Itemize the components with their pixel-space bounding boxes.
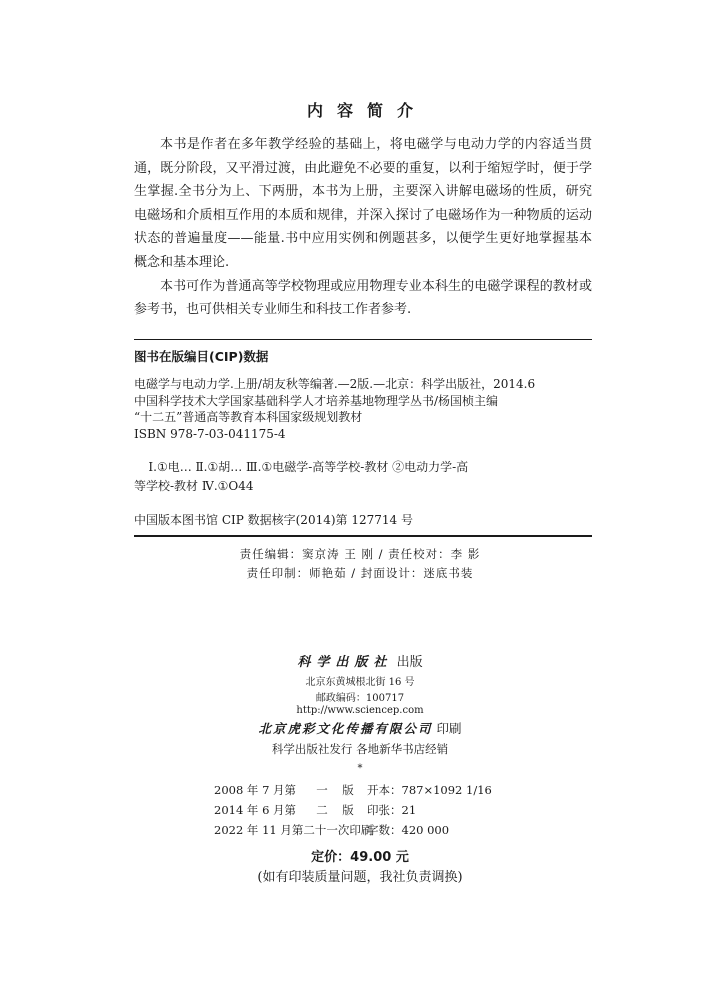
- intro-paragraph-1: 本书是作者在多年教学经验的基础上，将电磁学与电动力学的内容适当贯通，既分阶段，又平滑过渡，由此避免不必要的重复，以利于缩短学时，便于学生掌握.全书分为上、下两册，本书为上册，主要深入讲解电磁场的性质，研究电磁场和介质相互作用的本质和规律，并深入探讨了电磁场作为一种物质的运动状态的普遍量度——能量.书中应用实例和例题甚多，以便学生更好地掌握基本概念和基本理论.: [134, 137, 592, 270]
- edition-number: 二: [316, 803, 328, 817]
- distribution-line: 科学出版社发行 各地新华书店经销: [271, 742, 449, 756]
- cip-classification: [134, 458, 592, 495]
- edition-kind: 版: [342, 803, 354, 817]
- quality-note: (如有印装质量问题，我社负责调换): [257, 870, 463, 885]
- cip-heading: 图书在版编目(CIP)数据: [134, 349, 269, 364]
- edition-detail: 字数：420 000: [367, 823, 450, 837]
- edition-detail: 印张：21: [367, 803, 417, 817]
- publisher-line: [0, 651, 720, 670]
- cip-top-rule: [134, 339, 592, 340]
- edition-table: [214, 780, 492, 840]
- intro-title: 内容简介: [306, 101, 427, 120]
- edition-number: 一: [316, 783, 328, 797]
- price: 定价：49.00 元: [311, 850, 409, 865]
- cip-series-line: 中国科学技术大学国家基础科学人才培养基地物理学丛书/杨国桢主编: [134, 393, 499, 408]
- edition-row: [214, 820, 492, 840]
- cip-isbn: ISBN 978-7-03-041175-4: [134, 426, 286, 441]
- printer-suffix: 印刷: [436, 721, 462, 736]
- cip-class-line-2: 等学校-教材 Ⅳ.①O44: [134, 478, 254, 493]
- edition-date: 2014 年 6 月第: [214, 803, 297, 817]
- cip-title-line: 电磁学与电动力学.上册/胡友秋等编著.—2版.—北京：科学出版社，2014.6: [134, 377, 536, 391]
- edition-row: [214, 780, 492, 800]
- cip-program-line: “十二五”普通高等教育本科国家级规划教材: [134, 410, 363, 424]
- printer-name: 北京虎彩文化传播有限公司: [258, 721, 433, 736]
- publisher-address: 北京东黄城根北街 16 号: [305, 677, 415, 688]
- edition-detail: 开本：787×1092 1/16: [367, 783, 492, 797]
- publisher-website: http://www.sciencep.com: [296, 705, 424, 716]
- edition-kind: 版: [342, 783, 354, 797]
- intro-paragraph-2: 本书可作为普通高等学校物理或应用物理专业本科生的电磁学课程的教材或参考书，也可供相关专业师生和科技工作者参考.: [134, 278, 592, 318]
- edition-row: [214, 800, 492, 820]
- publisher-postcode: 邮政编码：100717: [315, 693, 405, 704]
- publisher-name: 科学出版社: [297, 655, 393, 670]
- cip-record: [134, 376, 592, 442]
- cip-bottom-rule: [134, 535, 592, 537]
- credits-production: 责任印制：师艳茹 / 封面设计：迷底书装: [246, 566, 474, 580]
- cip-class-line-1: Ⅰ.①电… Ⅱ.①胡… Ⅲ.①电磁学-高等学校-教材 ②电动力学-高: [148, 460, 469, 474]
- publisher-suffix: 出版: [396, 655, 423, 670]
- edition-date: 2022 年 11 月第二十一次印刷: [214, 823, 373, 837]
- intro-body: [134, 133, 592, 322]
- separator-star: *: [357, 763, 363, 774]
- edition-date: 2008 年 7 月第: [214, 783, 297, 797]
- printer-line: [0, 719, 720, 737]
- cip-record-number: 中国版本图书馆 CIP 数据核字(2014)第 127714 号: [134, 513, 413, 527]
- credits-editors: 责任编辑：窦京涛 王 刚 / 责任校对：李 影: [239, 547, 481, 561]
